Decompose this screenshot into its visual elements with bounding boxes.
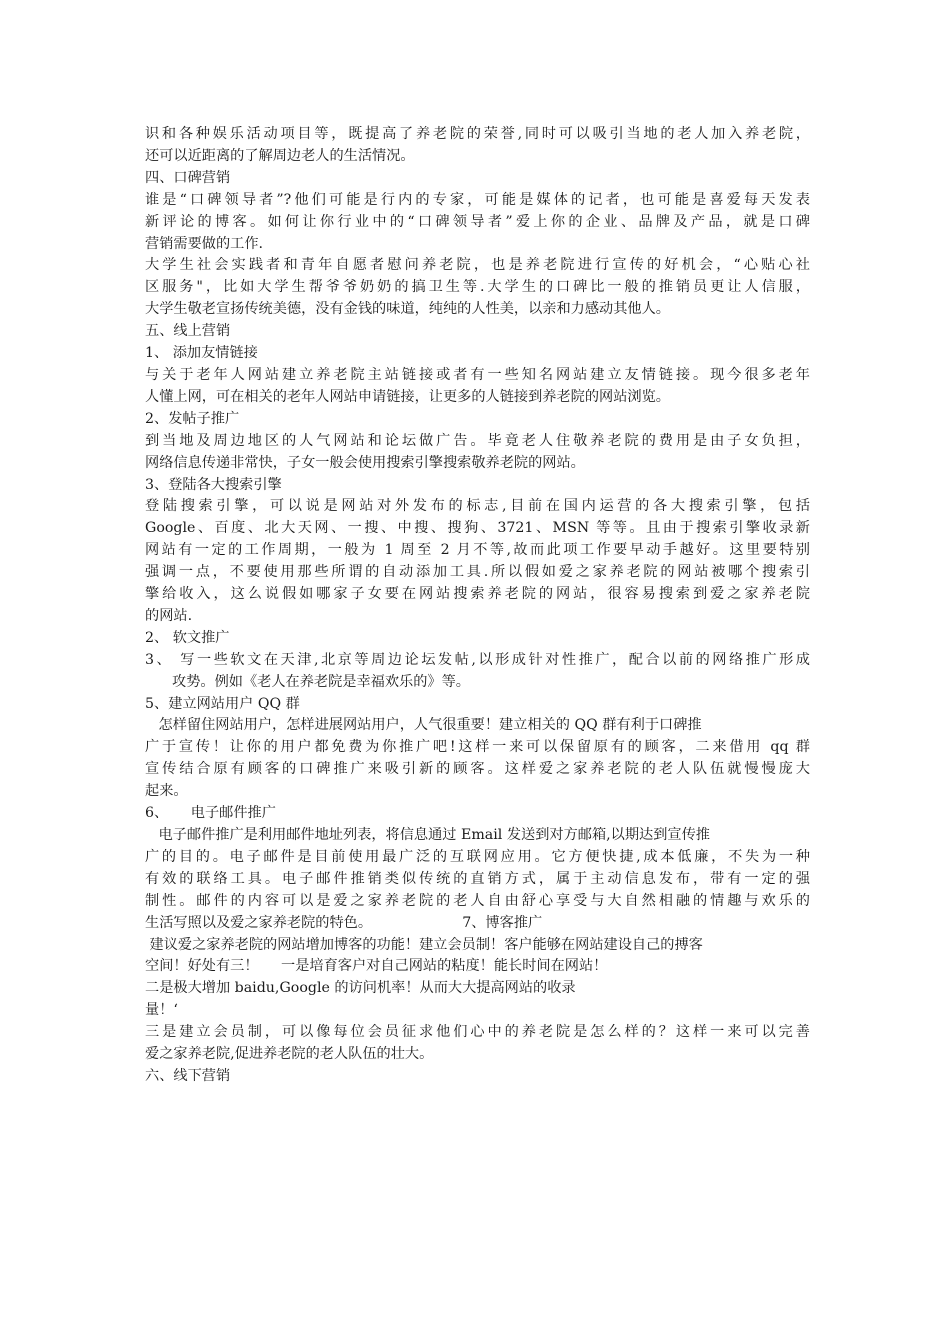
subsection-heading: 2、发帖子推广 — [145, 410, 240, 427]
text-line: 生活写照以及爱之家养老院的特色。 7、博客推广 — [145, 914, 543, 931]
text-line: 3、 写一些软文在天津,北京等周边论坛发帖,以形成针对性推广，配合以前的网络推广形成 — [145, 651, 810, 668]
text-line: 爱之家养老院,促进养老院的老人队伍的壮大。 — [145, 1046, 434, 1063]
text-line: 人懂上网，可在相关的老年人网站申请链接，让更多的人链接到养老院的网站浏览。 — [145, 388, 670, 405]
text-line: 还可以近距离的了解周边老人的生活情况。 — [145, 147, 415, 164]
text-line: 怎样留住网站用户，怎样进展网站用户，人气很重要！建立相关的 QQ 群有利于口碑推 — [145, 717, 702, 734]
text-line: 宣传结合原有顾客的口碑推广来吸引新的顾客。这样爱之家养老院的老人队伍就慢慢庞大 — [145, 761, 810, 778]
subsection-heading: 5、建立网站用户 QQ 群 — [145, 695, 300, 712]
text-line: 空间！好处有三！ 一是培育客户对自己网站的粘度！能长时间在网站！ — [145, 958, 608, 975]
text-line: 大学生敬老宣扬传统美德，没有金钱的味道，纯纯的人性美，以亲和力感动其他人。 — [145, 301, 670, 318]
text-line: 的网站. — [145, 607, 193, 624]
section-heading: 六、线下营销 — [145, 1067, 231, 1084]
text-line: 擎给收入，这么说假如哪家子女要在网站搜索养老院的网站，很容易搜索到爱之家养老院 — [145, 586, 810, 603]
text-line: 识和各种娱乐活动项目等，既提高了养老院的荣誉,同时可以吸引当地的老人加入养老院， — [145, 126, 810, 142]
text-line: 广的目的。电子邮件是目前使用最广泛的互联网应用。它方便快捷,成本低廉，不失为一种 — [145, 848, 810, 865]
text-line: 制性。邮件的内容可以是爱之家养老院的老人自由舒心享受与大自然相融的情趣与欢乐的 — [145, 892, 810, 909]
text-line: 谁是“口碑领导者”?他们可能是行内的专家，可能是媒体的记者，也可能是喜爱每天发表 — [145, 191, 810, 208]
text-line: 量！‘ — [145, 1002, 178, 1019]
subsection-heading: 3、登陆各大搜索引擎 — [145, 476, 282, 493]
text-line: 大学生社会实践者和青年自愿者慰问养老院，也是养老院进行宣传的好机会，“心贴心社 — [145, 257, 810, 274]
text-line: 区服务"，比如大学生帮爷爷奶奶的搞卫生等.大学生的口碑比一般的推销员更让人信服， — [145, 279, 810, 296]
text-line: 网站有一定的工作周期，一般为 1 周至 2 月不等,故而此项工作要早动手越好。这里要特别 — [145, 542, 810, 559]
subsection-heading: 2、 软文推广 — [145, 629, 230, 646]
document-body — [145, 124, 810, 1088]
text-line: 营销需要做的工作. — [145, 235, 264, 252]
text-line: 建议爱之家养老院的网站增加博客的功能！建立会员制！客户能够在网站建设自己的搏客 — [145, 936, 703, 953]
text-line: 起来。 — [145, 783, 188, 800]
section-heading: 四、口碑营销 — [145, 169, 231, 186]
text-line: 到当地及周边地区的人气网站和论坛做广告。毕竟老人住敬养老院的费用是由子女负担， — [145, 432, 810, 449]
text-line: 有效的联络工具。电子邮件推销类似传统的直销方式，属于主动信息发布，带有一定的强 — [145, 870, 810, 887]
text-line: Google、百度、北大天网、一搜、中搜、搜狗、3721、MSN 等等。且由于搜索引擎收录新 — [145, 520, 810, 537]
text-line: 二是极大增加 baidu,Google 的访问机率！从而大大提高网站的收录 — [145, 980, 576, 997]
text-line: 网络信息传递非常快，子女一般会使用搜索引擎搜索敬养老院的网站。 — [145, 454, 585, 471]
text-line: 三是建立会员制，可以像每位会员征求他们心中的养老院是怎么样的？这样一来可以完善 — [145, 1024, 810, 1041]
subsection-heading: 6、 电子邮件推广 — [145, 805, 276, 822]
text-line: 强调一点，不要使用那些所谓的自动添加工具.所以假如爱之家养老院的网站被哪个搜索引 — [145, 564, 810, 581]
text-line: 攻势。例如《老人在养老院是幸福欢乐的》等。 — [145, 673, 470, 690]
section-heading: 五、线上营销 — [145, 323, 231, 340]
text-line: 电子邮件推广是利用邮件地址列表，将信息通过 Email 发送到对方邮箱,以期达到宣传推 — [145, 827, 710, 843]
subsection-heading: 1、 添加友情链接 — [145, 345, 258, 362]
text-line: 登陆搜索引擎，可以说是网站对外发布的标志,目前在国内运营的各大搜索引擎，包括 — [145, 498, 810, 515]
text-line: 与关于老年人网站建立养老院主站链接或者有一些知名网站建立友情链接。现今很多老年 — [145, 366, 810, 383]
text-line: 新评论的博客。如何让你行业中的“口碑领导者”爱上你的企业、品牌及产品，就是口碑 — [145, 213, 810, 230]
text-line: 广于宣传！让你的用户都免费为你推广吧!这样一来可以保留原有的顾客，二来借用 qq 群 — [145, 739, 810, 756]
